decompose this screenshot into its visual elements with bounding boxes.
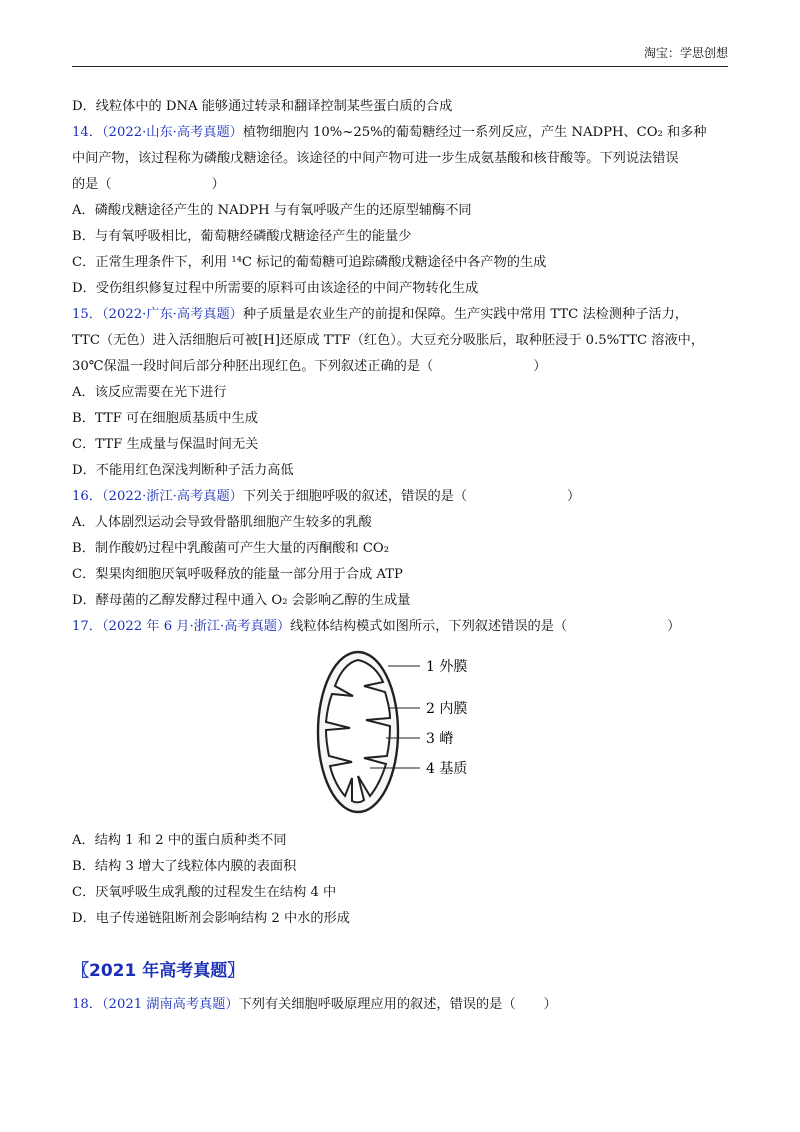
q15-number: 15．	[72, 307, 102, 322]
q15-source: （2022·广东·高考真题）	[101, 307, 243, 322]
q17-option-c: C．厌氧呼吸生成乳酸的过程发生在结构 4 中	[72, 885, 337, 900]
q16-answer-paren-close: ）	[567, 489, 581, 504]
figure-label-cristae: 3 嵴	[426, 731, 454, 747]
q17-option-b: B．结构 3 增大了线粒体内膜的表面积	[72, 859, 297, 874]
q14-source: （2022·山东·高考真题）	[101, 125, 243, 140]
q14-option-d: D．受伤组织修复过程中所需要的原料可由该途径的中间产物转化生成	[72, 281, 479, 296]
q14-stem-text-1: 植物细胞内 10%~25%的葡萄糖经过一系列反应，产生 NADPH、CO₂ 和多种	[242, 125, 707, 140]
q14-stem-line-3	[72, 172, 728, 198]
q14-stem-line-2: 中间产物，该过程称为磷酸戊糖途径。该途径的中间产物可进一步生成氨基酸和核苷酸等。下列说法错误	[72, 151, 679, 166]
q15-answer-paren-close: ）	[533, 359, 547, 374]
header-divider	[72, 66, 728, 67]
q14-answer-paren-close: ）	[211, 177, 225, 192]
q17-answer-paren-close: ）	[667, 619, 681, 634]
figure-label-outer-membrane: 1 外膜	[426, 659, 468, 675]
q17-source: （2022 年 6 月·浙江·高考真题）	[101, 619, 291, 634]
q14-option-b: B．与有氧呼吸相比，葡萄糖经磷酸戊糖途径产生的能量少	[72, 229, 412, 244]
q17-option-a: A．结构 1 和 2 中的蛋白质种类不同	[72, 833, 287, 848]
q18-answer-paren-close: ）	[543, 997, 557, 1012]
q13-option-d: D．线粒体中的 DNA 能够通过转录和翻译控制某些蛋白质的合成	[72, 99, 453, 114]
figure-label-matrix: 4 基质	[426, 761, 468, 777]
q15-stem-line-1	[72, 302, 728, 328]
q14-option-c: C．正常生理条件下，利用 ¹⁴C 标记的葡萄糖可追踪磷酸戊糖途径中各产物的生成	[72, 255, 547, 270]
q17-stem-text: 线粒体结构模式如图所示，下列叙述错误的是（	[290, 619, 568, 634]
figure-label-inner-membrane: 2 内膜	[426, 701, 468, 717]
q16-option-b: B．制作酸奶过程中乳酸菌可产生大量的丙酮酸和 CO₂	[72, 541, 390, 556]
q16-stem-line	[72, 484, 728, 510]
mitochondrion-figure	[72, 646, 728, 818]
q16-option-a: A．人体剧烈运动会导致骨骼肌细胞产生较多的乳酸	[72, 515, 372, 530]
q18-source: （2021 湖南高考真题）	[101, 997, 239, 1012]
q16-option-d: D．酵母菌的乙醇发酵过程中通入 O₂ 会影响乙醇的生成量	[72, 593, 411, 608]
q15-stem-line-2: TTC（无色）进入活细胞后可被[H]还原成 TTF（红色）。大豆充分吸胀后，取种胚浸于 0.5%TTC 溶液中，	[72, 333, 705, 348]
q15-stem-line-3	[72, 354, 728, 380]
q17-stem-line	[72, 614, 728, 640]
q18-number: 18．	[72, 997, 102, 1012]
q18-stem-line	[72, 992, 728, 1018]
q15-stem-text-1: 种子质量是农业生产的前提和保障。生产实践中常用 TTC 法检测种子活力，	[242, 307, 688, 322]
q15-option-a: A．该反应需要在光下进行	[72, 385, 227, 400]
q16-number: 16．	[72, 489, 102, 504]
q16-source: （2022·浙江·高考真题）	[101, 489, 243, 504]
q14-option-a: A．磷酸戊糖途径产生的 NADPH 与有氧呼吸产生的还原型辅酶不同	[72, 203, 472, 218]
q17-number: 17．	[72, 619, 102, 634]
q15-option-b: B．TTF 可在细胞质基质中生成	[72, 411, 258, 426]
q16-stem-text: 下列关于细胞呼吸的叙述，错误的是（	[242, 489, 468, 504]
q14-stem-line-1	[72, 120, 728, 146]
q14-number: 14．	[72, 125, 102, 140]
q15-option-d: D．不能用红色深浅判断种子活力高低	[72, 463, 294, 478]
page-content	[72, 94, 728, 1018]
q18-stem-text: 下列有关细胞呼吸原理应用的叙述，错误的是（	[238, 997, 516, 1012]
q14-stem-text-3: 的是（	[72, 177, 112, 192]
q15-option-c: C．TTF 生成量与保温时间无关	[72, 437, 259, 452]
mitochondrion-diagram	[308, 646, 498, 818]
q15-stem-text-3: 30℃保温一段时间后部分种胚出现红色。下列叙述正确的是（	[72, 359, 434, 374]
section-heading-2021: 〖2021 年高考真题〗	[72, 961, 245, 981]
header-shop-text: 淘宝：学思创想	[643, 46, 728, 60]
q17-option-d: D．电子传递链阻断剂会影响结构 2 中水的形成	[72, 911, 350, 926]
q16-option-c: C．梨果肉细胞厌氧呼吸释放的能量一部分用于合成 ATP	[72, 567, 403, 582]
